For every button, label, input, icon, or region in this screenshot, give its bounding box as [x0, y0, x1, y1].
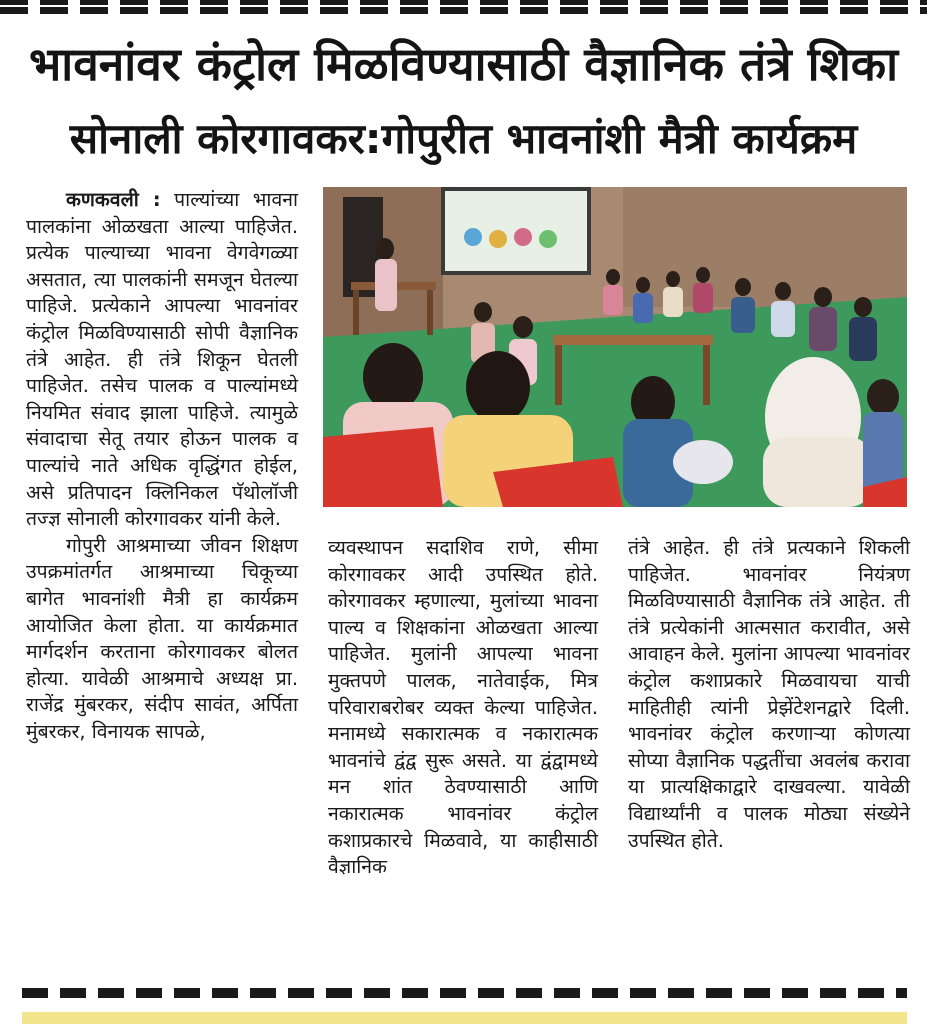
paragraph-1-body: पाल्यांच्या भावना पालकांना ओळखता आल्या पाहिजेत. प्रत्येक पाल्याच्या भावना वेगवेगळ्या असतात, त्या पालकांनी समजून घेतल्या पाहिजे. प्रत्येकाने आपल्या भावनांवर कंट्रोल मिळविण्यासाठी सोपी वैज्ञानिक तंत्रे आहेत. ही तंत्रे शिकून घेतली पाहिजेत. तसेच पालक व पाल्यांमध्ये नियमित संवाद झाला पाहिजे. त्यामुळे संवादाचा सेतू तयार होऊन पालक व पाल्यांचे नाते अधिक वृद्धिंगत होईल, असे प्रतिपादन क्लिनिकल पॅथोलॉजी तज्ज्ञ सोनाली कोरगावकर यांनी केले.	[26, 188, 299, 531]
top-dashed-rule	[0, 0, 927, 14]
next-article-strip	[22, 1012, 907, 1024]
bottom-dashed-rule	[22, 988, 907, 998]
headline-sub: सोनाली कोरगावकर:गोपुरीत भावनांशी मैत्री कार्यक्रम	[69, 114, 858, 163]
headline-main: भावनांवर कंट्रोल मिळविण्यासाठी वैज्ञानिक तंत्रे शिका	[28, 37, 899, 91]
paragraph-1	[26, 187, 298, 533]
event-photo-illustration	[323, 187, 907, 507]
paragraph-2: गोपुरी आश्रमाच्या जीवन शिक्षण उपक्रमांतर्गत आश्रमाच्या चिकूच्या बागेत भावनांशी मैत्री हा कार्यक्रम आयोजित केला होता. या कार्यक्रमात मार्गदर्शन करताना कोरगावकर बोलत होत्या. यावेळी आश्रमाचे अध्यक्ष प्रा. राजेंद्र मुंबरकर, संदीप सावंत, अर्पिता मुंबरकर, विनायक सापळे,	[26, 533, 298, 743]
event-photo	[323, 187, 907, 507]
article-column-2	[328, 535, 598, 881]
paragraph-3: व्यवस्थापन सदाशिव राणे, सीमा कोरगावकर आदी उपस्थित होते. कोरगावकर म्हणाल्या, मुलांच्या भावना पाल्य व शिक्षकांना ओळखता आल्या पाहिजेत. मुलांनी आपल्या भावना मुक्तपणे पालक, नातेवाईक, मित्र परिवाराबरोबर व्यक्त केल्या पाहिजेत. मनामध्ये सकारात्मक व नकारात्मक भावनांचे द्वंद्व सुरू असते. या द्वंद्वामध्ये मन शांत ठेवण्यासाठी आणि नकारात्मक भावनांवर कंट्रोल कशाप्रकारचे मिळवावे, या काहीसाठी वैज्ञानिक	[328, 536, 598, 879]
dateline: कणकवली :	[66, 188, 161, 211]
article-column-3	[628, 535, 910, 854]
article-column-1	[26, 187, 298, 745]
paragraph-4: तंत्रे आहेत. ही तंत्रे प्रत्यकाने शिकली पाहिजेत. भावनांवर नियंत्रण मिळविण्यासाठी वैज्ञानिक तंत्रे आहेत. ती तंत्रे प्रत्येकांनी आत्मसात करावीत, असे आवाहन केले. मुलांना आपल्या भावनांवर कंट्रोल कशाप्रकारे मिळवायचा याची माहितीही त्यांनी प्रेझेंटेशनद्वारे दिली. भावनांवर कंट्रोल करणाऱ्या कोणत्या सोप्या वैज्ञानिक पद्धतींचा अवलंब करावा या प्रात्यक्षिकाद्वारे दाखवल्या. यावेळी विद्यार्थ्यांनी व पालक मोठ्या संख्येने उपस्थित होते.	[628, 536, 910, 852]
